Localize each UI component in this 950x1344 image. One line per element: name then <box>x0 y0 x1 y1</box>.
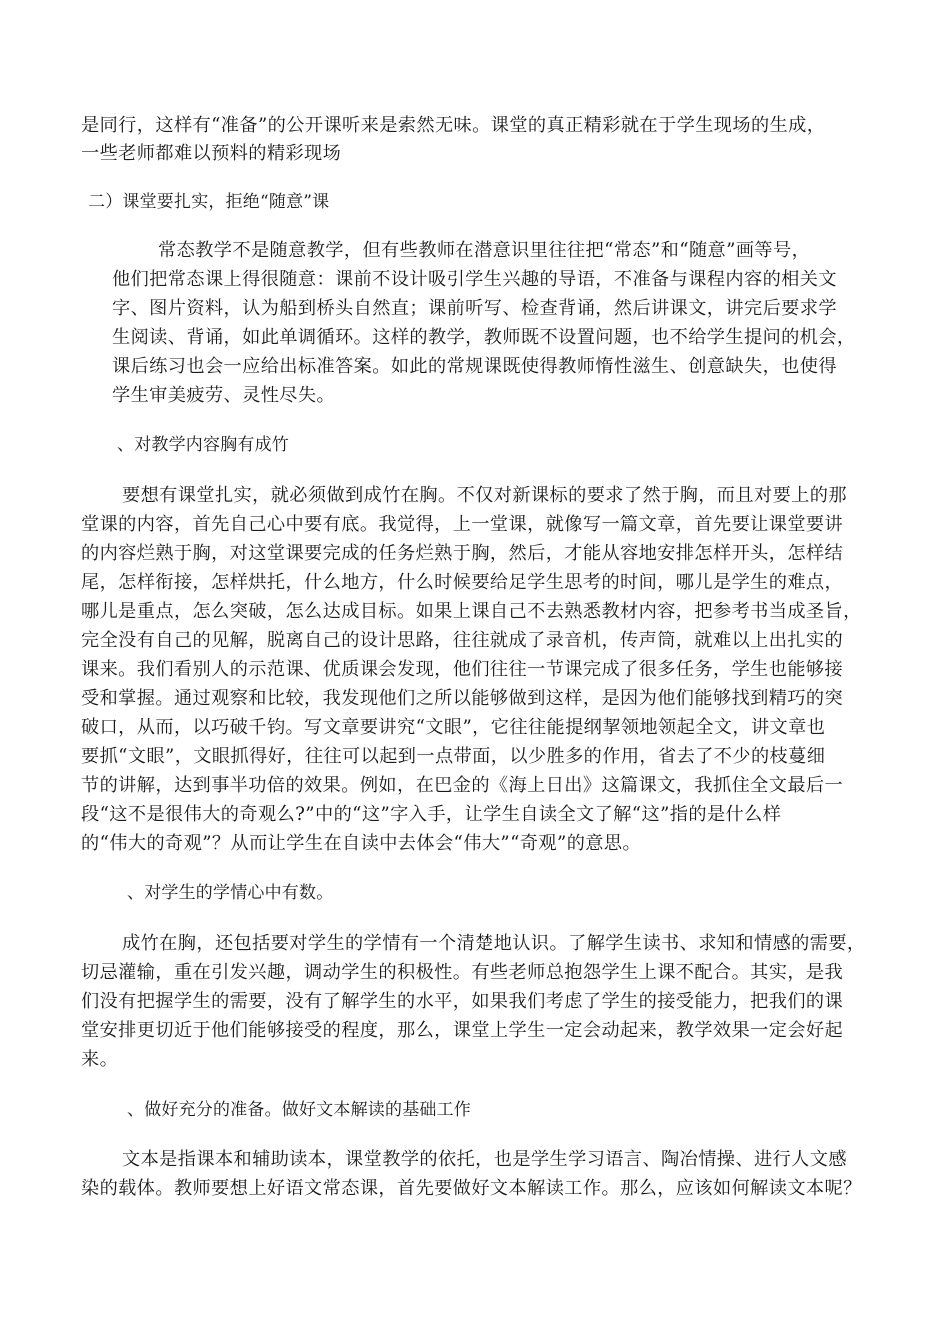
paragraph-content-line-10: 要抓“文眼”，文眼抓得好，往往可以起到一点带面，以少胜多的作用，省去了不少的枝蔓细 <box>81 746 826 767</box>
paragraph-content-line-11: 节的讲解，达到事半功倍的效果。例如，在巴金的《海上日出》这篇课文，我抓住全文最后一 <box>81 775 844 796</box>
paragraph-content-line-12: 段“这不是很伟大的奇观么?”中的“这”字入手，让学生自读全文了解“这”指的是什么样 <box>81 804 782 825</box>
paragraph-content-line-2: 堂课的内容，首先自己心中要有底。我觉得，上一堂课，就像写一篇文章，首先要让课堂要讲 <box>81 514 844 535</box>
paragraph-content-line-4: 尾，怎样衔接，怎样烘托，什么地方，什么时候要给足学生思考的时间，哪儿是学生的难点， <box>81 572 844 593</box>
paragraph-students-line-4: 堂安排更切近于他们能够接受的程度，那么，课堂上学生一定会动起来，教学效果一定会好起 <box>81 1020 844 1041</box>
paragraph-casual-line-3: 字、图片资料，认为船到桥头自然直；课前听写、检查背诵，然后讲课文，讲完后要求学 <box>112 298 837 319</box>
section-heading-2: 二）课堂要扎实，拒绝“随意”课 <box>88 192 330 212</box>
paragraph-casual-line-1: 常态教学不是随意教学，但有些教师在潜意识里往往把“常态”和“随意”画等号， <box>158 240 811 261</box>
paragraph-students-line-3: 们没有把握学生的需要，没有了解学生的水平，如果我们考虑了学生的接受能力，把我们的课 <box>81 991 844 1012</box>
paragraph-casual-line-5: 课后练习也会一应给出标准答案。如此的常规课既使得教师惰性滋生、创意缺失，也使得 <box>112 356 837 377</box>
paragraph-students-line-1: 成竹在胸，还包括要对学生的学情有一个清楚地认识。了解学生读书、求知和情感的需要， <box>122 933 866 954</box>
sub-heading-1: 、对教学内容胸有成竹 <box>117 435 289 455</box>
paragraph-text-line-2: 染的载体。教师要想上好语文常态课，首先要做好文本解读工作。那么，应该如何解读文本呢？ <box>81 1178 862 1199</box>
paragraph-casual-line-6: 学生审美疲劳、灵性尽失。 <box>112 385 336 406</box>
sub-heading-3: 、做好充分的准备。做好文本解读的基础工作 <box>127 1100 471 1120</box>
paragraph-content-line-6: 完全没有自己的见解，脱离自己的设计思路，往往就成了录音机，传声筒，就难以上出扎实的 <box>81 630 844 651</box>
paragraph-students-line-2: 切忌灌输，重在引发兴趣，调动学生的积极性。有些老师总抱怨学生上课不配合。其实，是我 <box>81 962 844 983</box>
paragraph-students-line-5: 来。 <box>81 1049 119 1070</box>
paragraph-intro-line-2: 一些老师都难以预料的精彩现场 <box>81 143 342 164</box>
paragraph-content-line-9: 破口，从而，以巧破千钧。写文章要讲究“文眼”，它往往能提纲挈领地领起全文，讲文章也 <box>81 717 826 738</box>
sub-heading-2: 、对学生的学情心中有数。 <box>127 883 334 903</box>
paragraph-content-line-8: 受和掌握。通过观察和比较，我发现他们之所以能够做到这样，是因为他们能够找到精巧的突 <box>81 688 844 709</box>
paragraph-content-line-7: 课来。我们看别人的示范课、优质课会发现，他们往往一节课完成了很多任务，学生也能够接 <box>81 659 844 680</box>
paragraph-casual-line-4: 生阅读、背诵，如此单调循环。这样的教学，教师既不设置问题，也不给学生提问的机会， <box>112 327 856 348</box>
paragraph-casual-line-2: 他们把常态课上得很随意：课前不设计吸引学生兴趣的导语，不准备与课程内容的相关文 <box>112 269 837 290</box>
paragraph-content-line-13: 的“伟大的奇观”？从而让学生在自读中去体会“伟大”“奇观”的意思。 <box>81 833 642 854</box>
paragraph-text-line-1: 文本是指课本和辅助读本，课堂教学的依托，也是学生学习语言、陶冶情操、进行人文感 <box>122 1149 847 1170</box>
paragraph-content-line-1: 要想有课堂扎实，就必须做到成竹在胸。不仅对新课标的要求了然于胸，而且对要上的那 <box>122 485 847 506</box>
paragraph-content-line-3: 的内容烂熟于胸，对这堂课要完成的任务烂熟于胸，然后，才能从容地安排怎样开头，怎样结 <box>81 543 844 564</box>
paragraph-content-line-5: 哪儿是重点，怎么突破，怎么达成目标。如果上课自己不去熟悉教材内容，把参考书当成圣旨， <box>81 601 862 622</box>
paragraph-intro-line-1: 是同行，这样有“准备”的公开课听来是索然无味。课堂的真正精彩就在于学生现场的生成， <box>81 115 826 136</box>
